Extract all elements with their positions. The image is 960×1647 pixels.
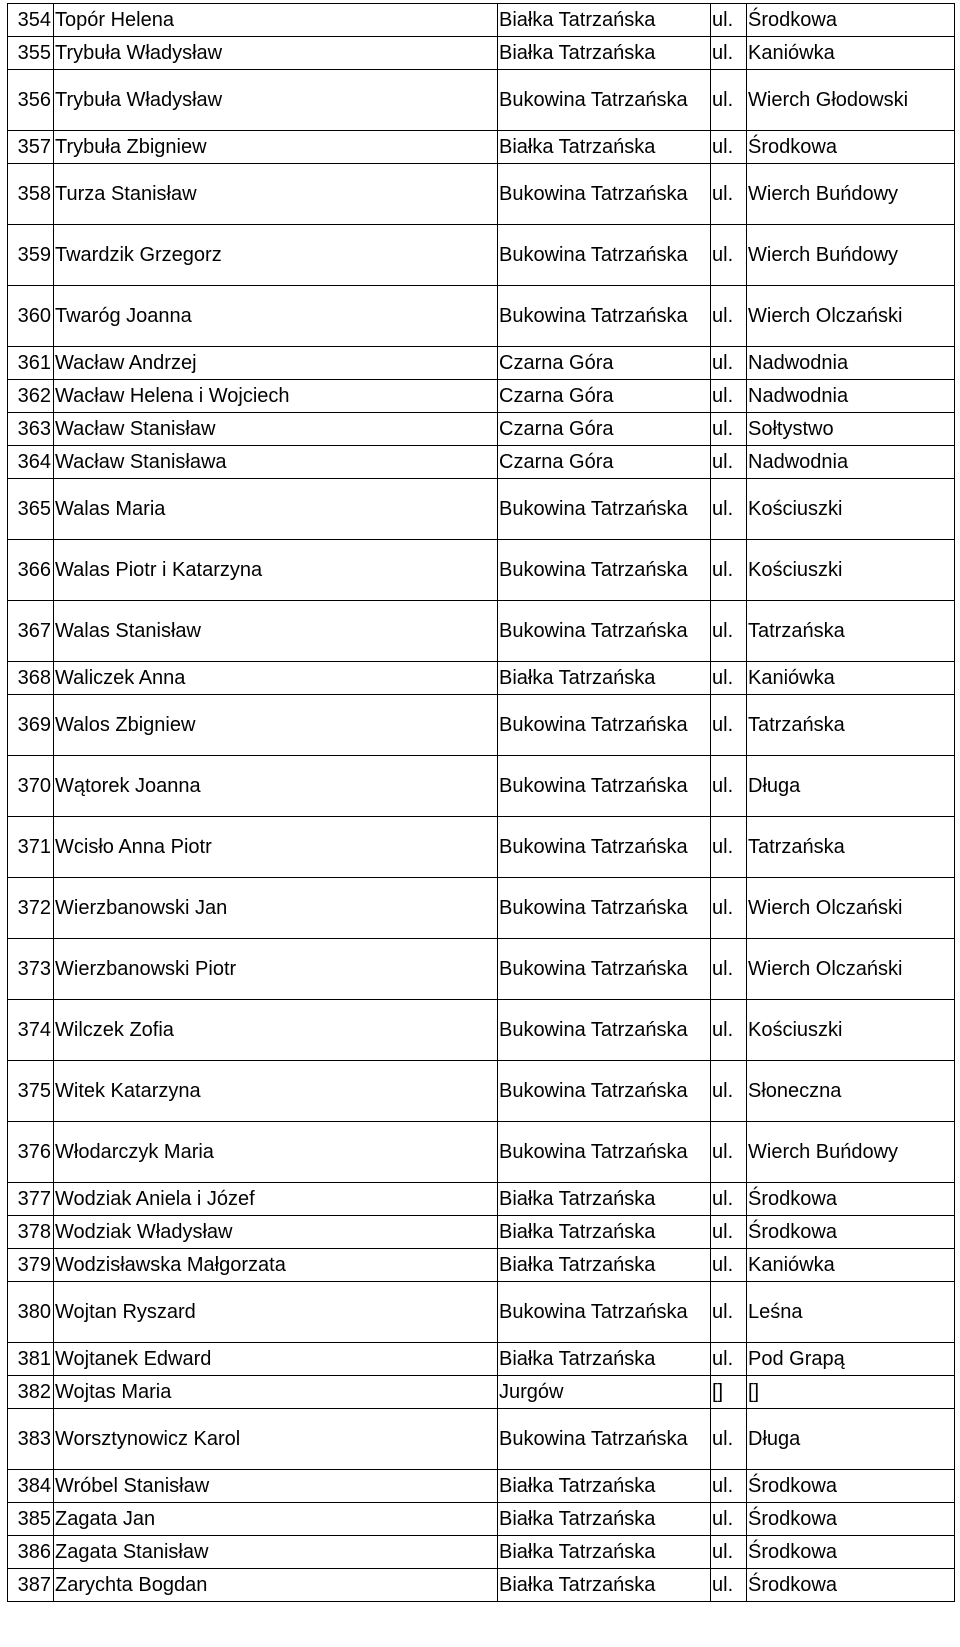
table-row bbox=[8, 1000, 955, 1061]
street-prefix: ul. bbox=[711, 131, 747, 164]
street-name: Środkowa bbox=[747, 1470, 955, 1503]
town-name bbox=[498, 70, 711, 131]
resident-name: Wróbel Stanisław bbox=[54, 1470, 498, 1503]
row-number: 387 bbox=[8, 1569, 54, 1602]
town-name-text: Bukowina Tatrzańska bbox=[499, 498, 688, 520]
resident-name: Wilczek Zofia bbox=[54, 1000, 498, 1061]
table-row bbox=[8, 70, 955, 131]
town-name bbox=[498, 878, 711, 939]
resident-name: Wacław Stanisława bbox=[54, 446, 498, 479]
table-row bbox=[8, 662, 955, 695]
table-row bbox=[8, 479, 955, 540]
town-name-text: Bukowina Tatrzańska bbox=[499, 1301, 688, 1323]
resident-name: Walas Maria bbox=[54, 479, 498, 540]
street-name: Kościuszki bbox=[747, 540, 955, 601]
row-number: 378 bbox=[8, 1216, 54, 1249]
resident-name: Wierzbanowski Piotr bbox=[54, 939, 498, 1000]
row-number: 355 bbox=[8, 37, 54, 70]
table-row bbox=[8, 1122, 955, 1183]
street-name: Kaniówka bbox=[747, 662, 955, 695]
street-prefix: ul. bbox=[711, 601, 747, 662]
street-prefix: ul. bbox=[711, 380, 747, 413]
table-row bbox=[8, 601, 955, 662]
town-name bbox=[498, 479, 711, 540]
street-name: Wierch Olczański bbox=[747, 878, 955, 939]
resident-name: Wojtas Maria bbox=[54, 1376, 498, 1409]
row-number: 374 bbox=[8, 1000, 54, 1061]
resident-name: Zarychta Bogdan bbox=[54, 1569, 498, 1602]
resident-name: Wojtanek Edward bbox=[54, 1343, 498, 1376]
street-name: Środkowa bbox=[747, 1569, 955, 1602]
street-name: Tatrzańska bbox=[747, 695, 955, 756]
table-row bbox=[8, 939, 955, 1000]
table-row bbox=[8, 1343, 955, 1376]
street-name: Tatrzańska bbox=[747, 817, 955, 878]
street-name: Wierch Buńdowy bbox=[747, 225, 955, 286]
street-prefix: ul. bbox=[711, 1000, 747, 1061]
resident-name: Witek Katarzyna bbox=[54, 1061, 498, 1122]
table-row bbox=[8, 1569, 955, 1602]
row-number: 383 bbox=[8, 1409, 54, 1470]
street-prefix: ul. bbox=[711, 1409, 747, 1470]
street-prefix: ul. bbox=[711, 1216, 747, 1249]
row-number: 359 bbox=[8, 225, 54, 286]
town-name: Białka Tatrzańska bbox=[498, 1249, 711, 1282]
resident-name: Waliczek Anna bbox=[54, 662, 498, 695]
residents-table bbox=[7, 3, 955, 1602]
resident-name: Walas Piotr i Katarzyna bbox=[54, 540, 498, 601]
table-row bbox=[8, 286, 955, 347]
town-name-text: Bukowina Tatrzańska bbox=[499, 305, 688, 327]
town-name bbox=[498, 286, 711, 347]
town-name: Czarna Góra bbox=[498, 380, 711, 413]
town-name bbox=[498, 817, 711, 878]
street-prefix: [] bbox=[711, 1376, 747, 1409]
row-number: 380 bbox=[8, 1282, 54, 1343]
street-name: Wierch Głodowski bbox=[747, 70, 955, 131]
table-row bbox=[8, 756, 955, 817]
town-name bbox=[498, 939, 711, 1000]
street-name: Pod Grapą bbox=[747, 1343, 955, 1376]
resident-name: Trybuła Władysław bbox=[54, 70, 498, 131]
row-number: 360 bbox=[8, 286, 54, 347]
street-name: Nadwodnia bbox=[747, 446, 955, 479]
street-prefix: ul. bbox=[711, 662, 747, 695]
street-name: Słoneczna bbox=[747, 1061, 955, 1122]
street-prefix: ul. bbox=[711, 164, 747, 225]
resident-name: Wacław Andrzej bbox=[54, 347, 498, 380]
resident-name: Wodzisławska Małgorzata bbox=[54, 1249, 498, 1282]
town-name-text: Bukowina Tatrzańska bbox=[499, 1141, 688, 1163]
table-row bbox=[8, 817, 955, 878]
town-name: Białka Tatrzańska bbox=[498, 37, 711, 70]
street-prefix: ul. bbox=[711, 878, 747, 939]
row-number: 376 bbox=[8, 1122, 54, 1183]
resident-name: Wcisło Anna Piotr bbox=[54, 817, 498, 878]
street-name: Kościuszki bbox=[747, 1000, 955, 1061]
town-name-text: Bukowina Tatrzańska bbox=[499, 958, 688, 980]
street-name: Wierch Buńdowy bbox=[747, 1122, 955, 1183]
street-prefix: ul. bbox=[711, 817, 747, 878]
street-prefix: ul. bbox=[711, 939, 747, 1000]
town-name bbox=[498, 695, 711, 756]
street-prefix: ul. bbox=[711, 1503, 747, 1536]
resident-name: Wacław Helena i Wojciech bbox=[54, 380, 498, 413]
street-prefix: ul. bbox=[711, 413, 747, 446]
row-number: 367 bbox=[8, 601, 54, 662]
resident-name: Walos Zbigniew bbox=[54, 695, 498, 756]
row-number: 379 bbox=[8, 1249, 54, 1282]
row-number: 373 bbox=[8, 939, 54, 1000]
resident-name: Twaróg Joanna bbox=[54, 286, 498, 347]
row-number: 386 bbox=[8, 1536, 54, 1569]
street-name: Środkowa bbox=[747, 131, 955, 164]
street-name: Kaniówka bbox=[747, 1249, 955, 1282]
row-number: 372 bbox=[8, 878, 54, 939]
table-row bbox=[8, 695, 955, 756]
street-prefix: ul. bbox=[711, 1282, 747, 1343]
resident-name: Wątorek Joanna bbox=[54, 756, 498, 817]
street-prefix: ul. bbox=[711, 70, 747, 131]
street-name: Środkowa bbox=[747, 4, 955, 37]
row-number: 385 bbox=[8, 1503, 54, 1536]
street-prefix: ul. bbox=[711, 1249, 747, 1282]
town-name bbox=[498, 1122, 711, 1183]
table-row bbox=[8, 1216, 955, 1249]
table-row bbox=[8, 413, 955, 446]
street-prefix: ul. bbox=[711, 1122, 747, 1183]
table-row bbox=[8, 1282, 955, 1343]
town-name: Białka Tatrzańska bbox=[498, 1503, 711, 1536]
row-number: 369 bbox=[8, 695, 54, 756]
resident-name: Trybuła Władysław bbox=[54, 37, 498, 70]
row-number: 370 bbox=[8, 756, 54, 817]
street-name: Leśna bbox=[747, 1282, 955, 1343]
town-name-text: Bukowina Tatrzańska bbox=[499, 714, 688, 736]
street-prefix: ul. bbox=[711, 225, 747, 286]
row-number: 371 bbox=[8, 817, 54, 878]
table-row bbox=[8, 1536, 955, 1569]
street-name: Długa bbox=[747, 1409, 955, 1470]
street-prefix: ul. bbox=[711, 286, 747, 347]
resident-name: Wodziak Władysław bbox=[54, 1216, 498, 1249]
street-prefix: ul. bbox=[711, 695, 747, 756]
row-number: 363 bbox=[8, 413, 54, 446]
town-name-text: Bukowina Tatrzańska bbox=[499, 89, 688, 111]
town-name-text: Bukowina Tatrzańska bbox=[499, 1019, 688, 1041]
town-name-text: Bukowina Tatrzańska bbox=[499, 836, 688, 858]
residents-table-body bbox=[8, 4, 955, 1602]
town-name bbox=[498, 225, 711, 286]
town-name: Białka Tatrzańska bbox=[498, 1343, 711, 1376]
row-number: 377 bbox=[8, 1183, 54, 1216]
table-row bbox=[8, 380, 955, 413]
street-name: Nadwodnia bbox=[747, 347, 955, 380]
table-row bbox=[8, 131, 955, 164]
table-row bbox=[8, 164, 955, 225]
row-number: 382 bbox=[8, 1376, 54, 1409]
town-name-text: Bukowina Tatrzańska bbox=[499, 1080, 688, 1102]
town-name: Białka Tatrzańska bbox=[498, 1536, 711, 1569]
resident-name: Trybuła Zbigniew bbox=[54, 131, 498, 164]
town-name: Białka Tatrzańska bbox=[498, 1470, 711, 1503]
street-name: Długa bbox=[747, 756, 955, 817]
street-name: Środkowa bbox=[747, 1536, 955, 1569]
town-name bbox=[498, 1282, 711, 1343]
table-row bbox=[8, 347, 955, 380]
street-name: Sołtystwo bbox=[747, 413, 955, 446]
town-name-text: Bukowina Tatrzańska bbox=[499, 559, 688, 581]
town-name: Czarna Góra bbox=[498, 446, 711, 479]
row-number: 362 bbox=[8, 380, 54, 413]
row-number: 381 bbox=[8, 1343, 54, 1376]
town-name bbox=[498, 601, 711, 662]
street-prefix: ul. bbox=[711, 1536, 747, 1569]
row-number: 358 bbox=[8, 164, 54, 225]
table-row bbox=[8, 1183, 955, 1216]
street-prefix: ul. bbox=[711, 1470, 747, 1503]
table-row bbox=[8, 1470, 955, 1503]
street-prefix: ul. bbox=[711, 347, 747, 380]
town-name: Białka Tatrzańska bbox=[498, 1216, 711, 1249]
resident-name: Zagata Jan bbox=[54, 1503, 498, 1536]
street-name: Środkowa bbox=[747, 1216, 955, 1249]
town-name-text: Bukowina Tatrzańska bbox=[499, 244, 688, 266]
town-name bbox=[498, 1000, 711, 1061]
row-number: 361 bbox=[8, 347, 54, 380]
row-number: 366 bbox=[8, 540, 54, 601]
row-number: 364 bbox=[8, 446, 54, 479]
resident-name: Worsztynowicz Karol bbox=[54, 1409, 498, 1470]
row-number: 357 bbox=[8, 131, 54, 164]
table-row bbox=[8, 4, 955, 37]
street-name: Kościuszki bbox=[747, 479, 955, 540]
town-name bbox=[498, 540, 711, 601]
street-name: Nadwodnia bbox=[747, 380, 955, 413]
row-number: 384 bbox=[8, 1470, 54, 1503]
street-prefix: ul. bbox=[711, 37, 747, 70]
street-prefix: ul. bbox=[711, 479, 747, 540]
town-name bbox=[498, 756, 711, 817]
street-prefix: ul. bbox=[711, 1183, 747, 1216]
street-name: Wierch Olczański bbox=[747, 286, 955, 347]
street-name: Tatrzańska bbox=[747, 601, 955, 662]
town-name: Czarna Góra bbox=[498, 347, 711, 380]
street-prefix: ul. bbox=[711, 446, 747, 479]
table-row bbox=[8, 1249, 955, 1282]
street-name: Wierch Olczański bbox=[747, 939, 955, 1000]
town-name: Białka Tatrzańska bbox=[498, 1183, 711, 1216]
town-name-text: Bukowina Tatrzańska bbox=[499, 775, 688, 797]
table-row bbox=[8, 446, 955, 479]
resident-name: Wodziak Aniela i Józef bbox=[54, 1183, 498, 1216]
street-prefix: ul. bbox=[711, 756, 747, 817]
town-name: Białka Tatrzańska bbox=[498, 662, 711, 695]
street-name: Środkowa bbox=[747, 1183, 955, 1216]
table-row bbox=[8, 1376, 955, 1409]
town-name: Czarna Góra bbox=[498, 413, 711, 446]
row-number: 356 bbox=[8, 70, 54, 131]
town-name bbox=[498, 1061, 711, 1122]
table-row bbox=[8, 878, 955, 939]
town-name-text: Bukowina Tatrzańska bbox=[499, 1428, 688, 1450]
resident-name: Wacław Stanisław bbox=[54, 413, 498, 446]
resident-name: Wojtan Ryszard bbox=[54, 1282, 498, 1343]
table-row bbox=[8, 1061, 955, 1122]
town-name bbox=[498, 164, 711, 225]
town-name: Białka Tatrzańska bbox=[498, 4, 711, 37]
town-name: Białka Tatrzańska bbox=[498, 131, 711, 164]
resident-name: Turza Stanisław bbox=[54, 164, 498, 225]
street-prefix: ul. bbox=[711, 4, 747, 37]
table-row bbox=[8, 225, 955, 286]
resident-name: Włodarczyk Maria bbox=[54, 1122, 498, 1183]
row-number: 354 bbox=[8, 4, 54, 37]
street-prefix: ul. bbox=[711, 1343, 747, 1376]
table-row bbox=[8, 1503, 955, 1536]
table-row bbox=[8, 540, 955, 601]
street-name: Środkowa bbox=[747, 1503, 955, 1536]
street-name: Wierch Buńdowy bbox=[747, 164, 955, 225]
resident-name: Zagata Stanisław bbox=[54, 1536, 498, 1569]
street-prefix: ul. bbox=[711, 1061, 747, 1122]
table-row bbox=[8, 1409, 955, 1470]
row-number: 368 bbox=[8, 662, 54, 695]
street-prefix: ul. bbox=[711, 1569, 747, 1602]
resident-name: Wierzbanowski Jan bbox=[54, 878, 498, 939]
table-row bbox=[8, 37, 955, 70]
town-name-text: Bukowina Tatrzańska bbox=[499, 620, 688, 642]
town-name-text: Bukowina Tatrzańska bbox=[499, 183, 688, 205]
resident-name: Topór Helena bbox=[54, 4, 498, 37]
row-number: 365 bbox=[8, 479, 54, 540]
resident-name: Walas Stanisław bbox=[54, 601, 498, 662]
row-number: 375 bbox=[8, 1061, 54, 1122]
street-prefix: ul. bbox=[711, 540, 747, 601]
town-name: Białka Tatrzańska bbox=[498, 1569, 711, 1602]
street-name: [] bbox=[747, 1376, 955, 1409]
town-name: Jurgów bbox=[498, 1376, 711, 1409]
resident-name: Twardzik Grzegorz bbox=[54, 225, 498, 286]
street-name: Kaniówka bbox=[747, 37, 955, 70]
town-name bbox=[498, 1409, 711, 1470]
town-name-text: Bukowina Tatrzańska bbox=[499, 897, 688, 919]
